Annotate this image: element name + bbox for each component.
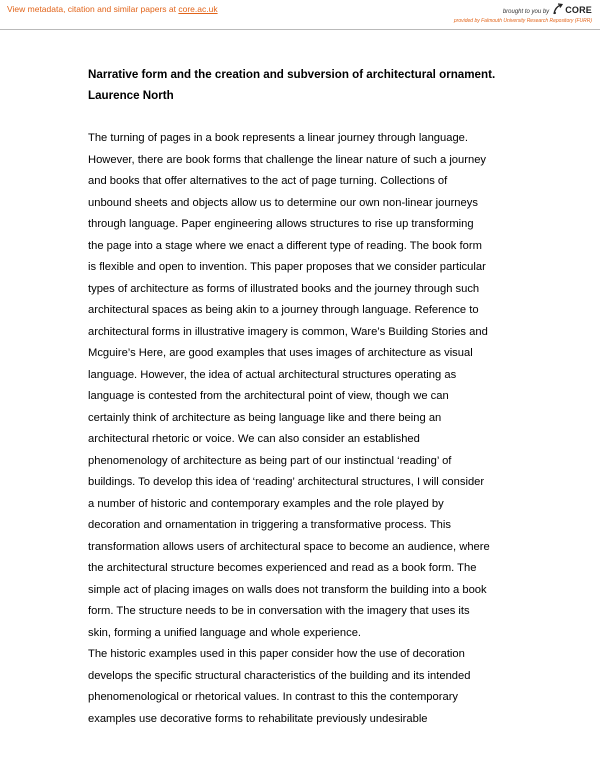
body-line: Mcguire’s Here, are good examples that uses images of architecture as visual bbox=[88, 347, 473, 359]
body-line: The historic examples used in this paper consider how the use of decoration bbox=[88, 648, 465, 660]
body-line: a number of historic and contemporary examples and the role played by bbox=[88, 497, 444, 510]
body-line: through language. Paper engineering allows structures to rise up transforming bbox=[88, 218, 474, 230]
body-line: buildings. To develop this idea of ‘reading’ architectural structures, I will consider bbox=[88, 476, 485, 488]
body-line: architectural forms in illustrative imagery is common, Ware’s Building Stories and bbox=[88, 325, 488, 338]
body-line: examples use decorative forms to rehabilitate previously undesirable bbox=[88, 712, 428, 725]
body-line: architectural spaces as being akin to a journey through language. Reference to bbox=[88, 304, 479, 316]
core-header-bar bbox=[0, 0, 600, 30]
body-line: form. The structure needs to be in conversation with the imagery that uses its bbox=[88, 605, 470, 617]
body-line: and books that offer alternatives to the act of page turning. Collections of bbox=[88, 175, 448, 187]
body-line: decoration and ornamentation in triggering a transformative process. This bbox=[88, 519, 451, 531]
core-brand-text: CORE bbox=[565, 5, 592, 15]
body-line: types of architecture as forms of illustrated books and the journey through such bbox=[88, 282, 480, 295]
body-line: skin, forming a unified language and whole experience. bbox=[88, 626, 362, 639]
core-brand[interactable] bbox=[503, 3, 592, 15]
core-logo[interactable] bbox=[552, 3, 592, 15]
paper-body bbox=[88, 128, 528, 730]
core-site-link[interactable]: core.ac.uk bbox=[178, 4, 218, 14]
core-metadata-link[interactable] bbox=[7, 4, 218, 14]
body-line: transformation allows users of architectural space to become an audience, where bbox=[88, 540, 490, 553]
body-line: the page into a stage where we enact a different type of reading. The book form bbox=[88, 239, 482, 252]
body-line: language is contested from the architectural point of view, though we can bbox=[88, 390, 449, 402]
body-line: The turning of pages in a book represents a linear journey through language. bbox=[88, 132, 469, 144]
body-line: develops the specific structural characteristics of the building and its intended bbox=[88, 669, 471, 682]
body-line: However, there are book forms that challenge the linear nature of such a journey bbox=[88, 153, 487, 166]
body-line: phenomenology of architecture as being part of our instinctual ‘reading’ of bbox=[88, 454, 452, 467]
paper-title: Narrative form and the creation and subversion of architectural ornament. bbox=[88, 68, 496, 81]
core-metadata-prefix: View metadata, citation and similar papers at bbox=[7, 4, 179, 14]
body-line: phenomenological or rhetorical values. In contrast to this the contemporary bbox=[88, 691, 459, 703]
body-line: unbound sheets and objects allow us to determine our own non-linear journeys bbox=[88, 196, 478, 209]
body-line: the architectural structure becomes experienced and read as a book form. The bbox=[88, 562, 477, 574]
body-line: certainly think of architecture as being language like and there being an bbox=[88, 411, 442, 424]
body-line: language. However, the idea of actual architectural structures operating as bbox=[88, 368, 457, 381]
paper-header bbox=[88, 64, 532, 106]
brought-to-you-by: brought to you by bbox=[502, 9, 550, 15]
core-logo-icon bbox=[552, 3, 564, 15]
body-line: is flexible and open to invention. This paper proposes that we consider particular bbox=[88, 261, 486, 273]
body-line: architectural rhetoric or voice. We can also consider an established bbox=[88, 433, 420, 445]
body-line: simple act of placing images on walls does not transform the building into a book bbox=[88, 583, 487, 596]
provided-by-note[interactable]: provided by Falmouth University Research Repository (FURR) bbox=[453, 18, 592, 24]
paper-author: Laurence North bbox=[88, 89, 174, 102]
